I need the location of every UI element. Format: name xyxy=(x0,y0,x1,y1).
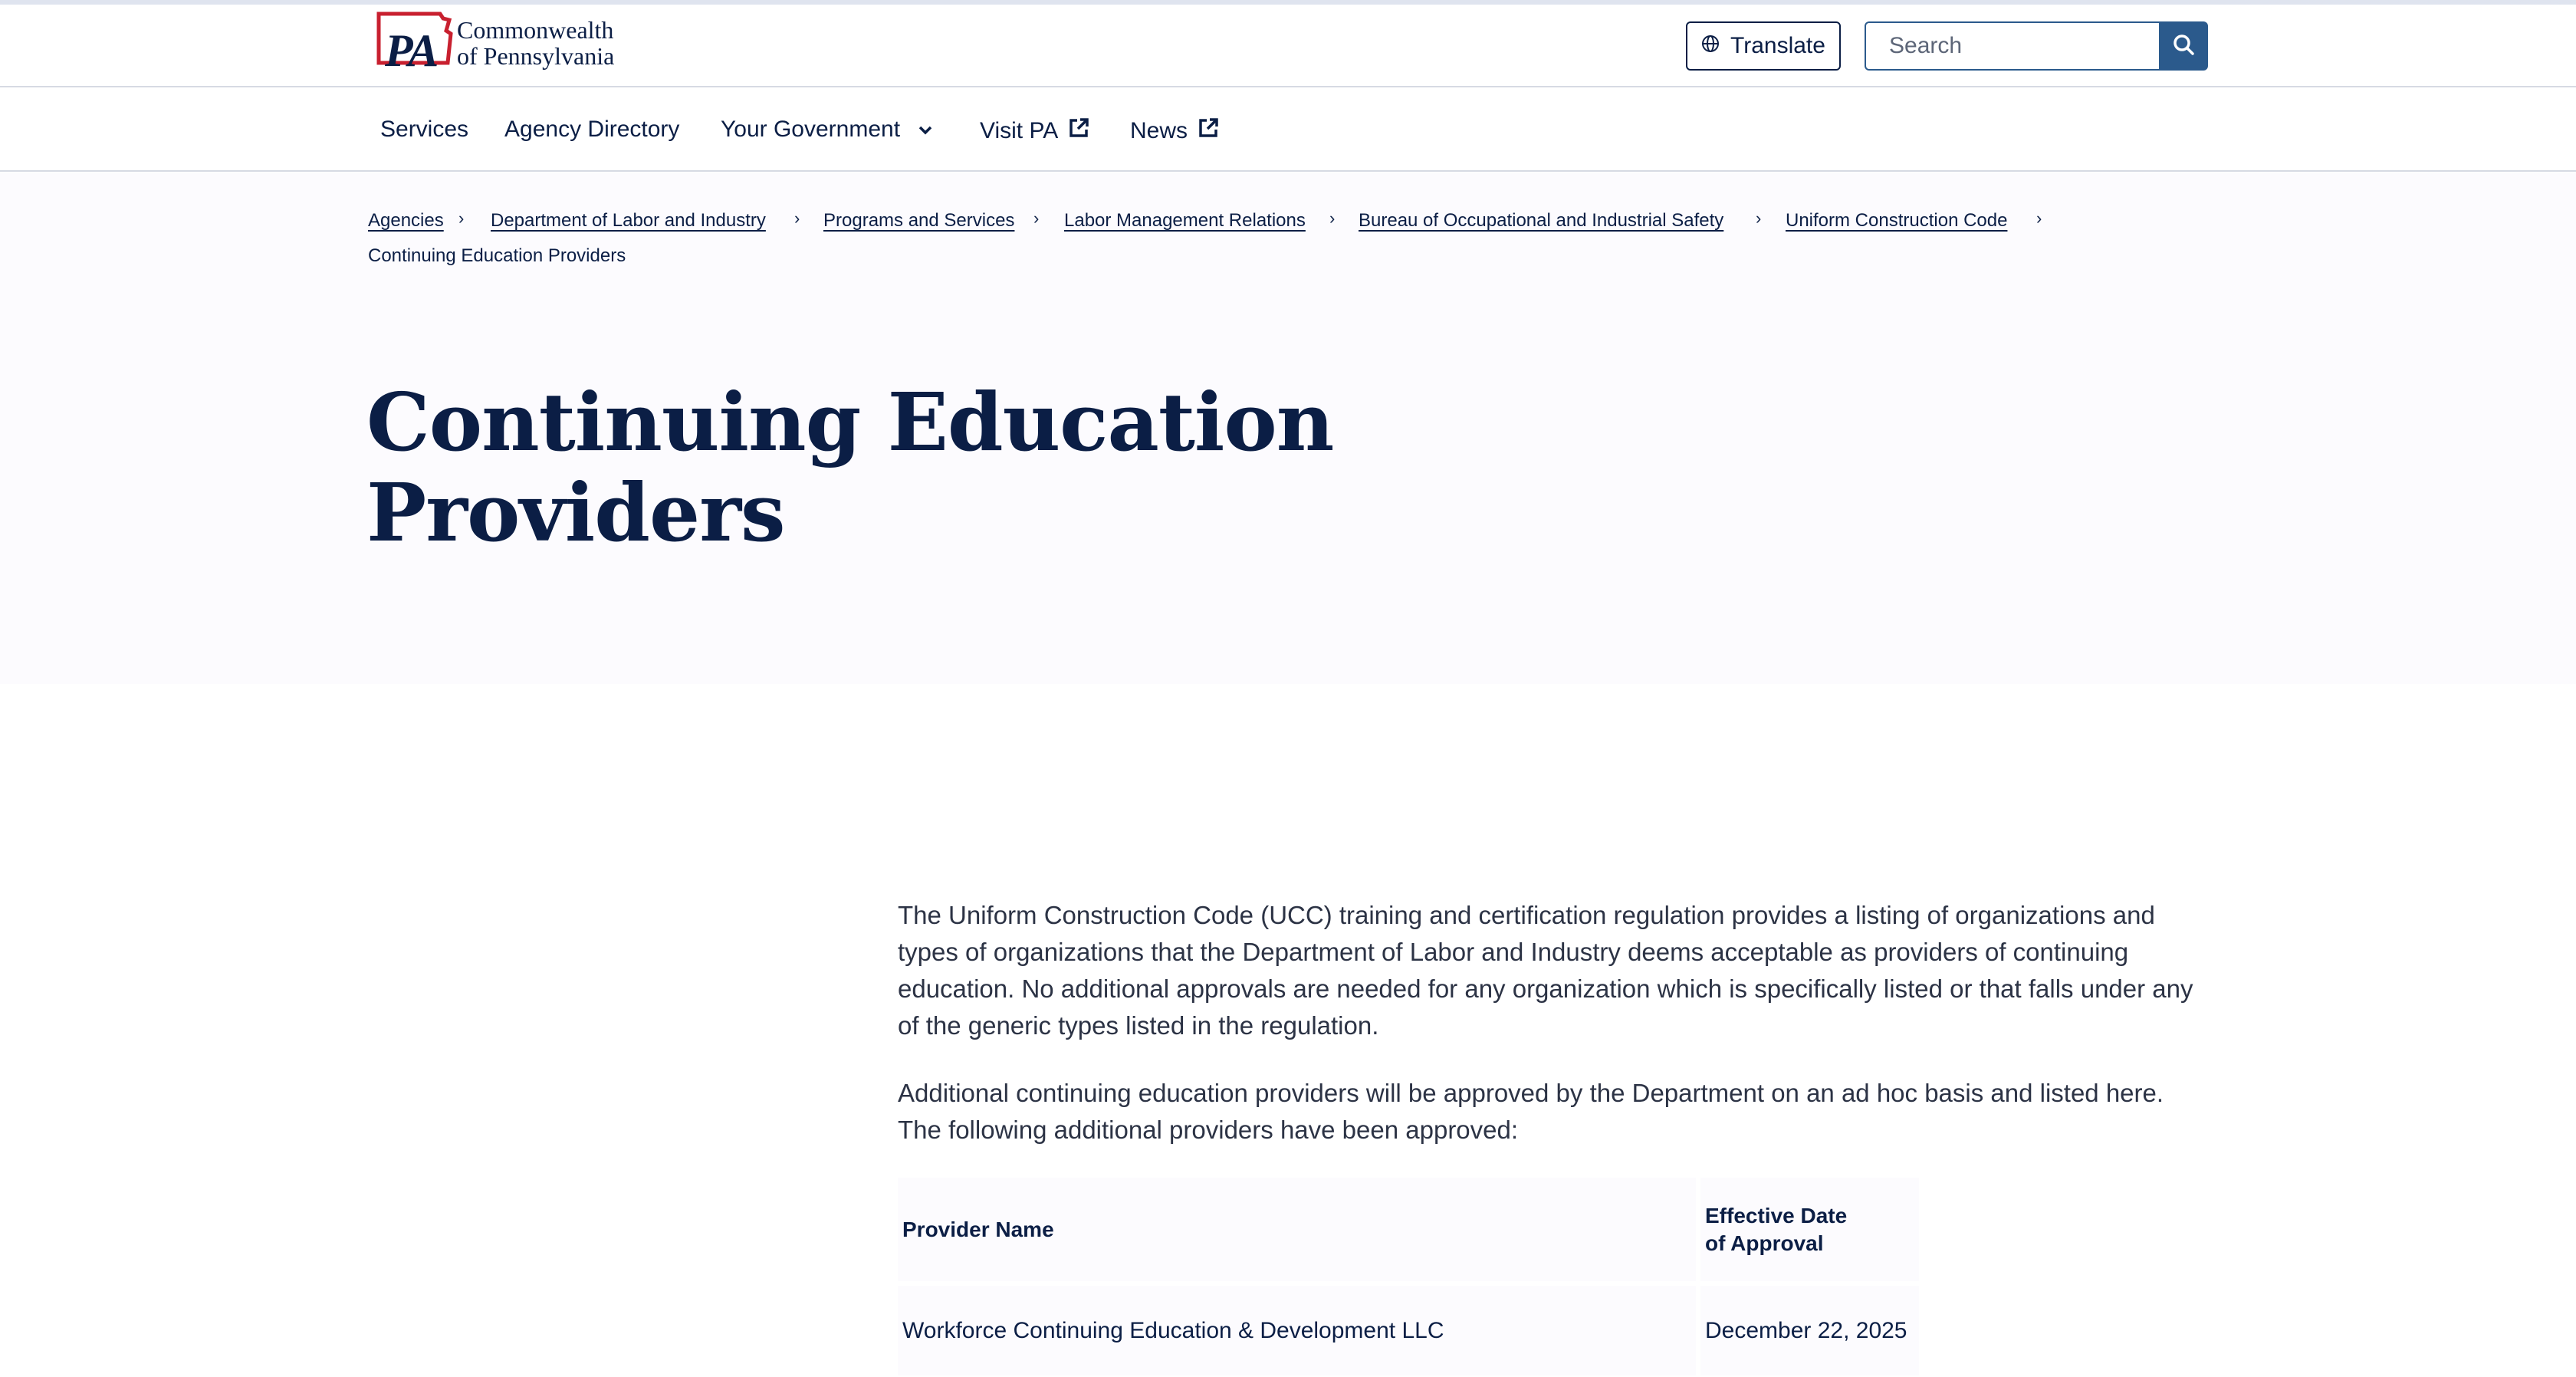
chevron-right-icon: › xyxy=(1033,209,1040,228)
nav-item-agency-directory[interactable] xyxy=(504,117,679,143)
globe-icon xyxy=(1701,33,1720,59)
breadcrumb-labor-management[interactable]: Labor Management Relations xyxy=(1064,210,1306,231)
nav-label: Your Government xyxy=(721,117,901,142)
approved-providers-paragraph: Additional continuing education providers will be approved by the Department on an ad hoc basis and listed here. The following additional providers have been approved: xyxy=(898,1079,2164,1144)
breadcrumb-current: Continuing Education Providers xyxy=(368,245,626,266)
breadcrumb-ucc[interactable]: Uniform Construction Code xyxy=(1786,210,2008,231)
chevron-right-icon: › xyxy=(1329,209,1336,228)
chevron-right-icon: › xyxy=(2036,209,2042,228)
chevron-right-icon: › xyxy=(794,209,800,228)
nav-label: Agency Directory xyxy=(504,117,680,142)
header-date-line2: of Approval xyxy=(1705,1231,1824,1255)
chevron-down-icon xyxy=(917,117,934,143)
nav-label: News xyxy=(1130,118,1188,143)
nav-item-news[interactable] xyxy=(1130,117,1220,146)
nav-item-services[interactable] xyxy=(380,117,468,143)
breadcrumb-labor-industry[interactable]: Department of Labor and Industry xyxy=(491,210,766,231)
intro-paragraph: The Uniform Construction Code (UCC) training and certification regulation provides a listing of organizations and types of organizations that the Department of Labor and Industry deems acceptable as providers of continuing education. No additional approvals are needed for any organization which is specifically listed or that falls under any of the generic types listed in the regulation. xyxy=(898,901,2193,1040)
nav-item-visit-pa[interactable] xyxy=(980,117,1090,146)
external-link-icon xyxy=(1067,117,1090,146)
breadcrumb-agencies[interactable]: Agencies xyxy=(368,210,444,231)
chevron-right-icon: › xyxy=(1756,209,1762,228)
nav-label: Services xyxy=(380,117,469,142)
chevron-right-icon: › xyxy=(458,209,465,228)
provider-name-cell: Workforce Continuing Education & Development LLC xyxy=(898,1283,1698,1375)
logo-line1: Commonwealth xyxy=(457,16,614,44)
effective-date-cell: December 22, 2025 xyxy=(1698,1283,1919,1375)
providers-table xyxy=(898,1178,1919,1375)
pa-keystone-logo-icon xyxy=(374,11,454,75)
search-button[interactable] xyxy=(2159,21,2208,71)
main-nav xyxy=(0,89,2576,172)
search-input[interactable] xyxy=(1865,21,2160,71)
logo-pa-letters: PA xyxy=(385,25,438,76)
header-provider-name: Provider Name xyxy=(898,1178,1698,1283)
nav-label: Visit PA xyxy=(980,118,1059,143)
logo-line2: of Pennsylvania xyxy=(457,42,615,70)
breadcrumb-programs-services[interactable]: Programs and Services xyxy=(823,210,1015,231)
main-content xyxy=(898,897,2201,1179)
translate-button[interactable] xyxy=(1686,21,1841,71)
pa-logo[interactable] xyxy=(374,11,614,75)
page-title xyxy=(366,377,1440,558)
external-link-icon xyxy=(1197,117,1220,146)
site-header xyxy=(0,5,2576,87)
translate-label: Translate xyxy=(1730,33,1825,58)
table-row xyxy=(898,1283,1919,1375)
nav-item-your-government[interactable] xyxy=(721,117,934,143)
breadcrumb-bureau-safety[interactable]: Bureau of Occupational and Industrial Safety xyxy=(1359,210,1724,231)
header-date-line1: Effective Date xyxy=(1705,1203,1848,1227)
logo-text xyxy=(457,17,614,69)
page-title-line1: Continuing Education xyxy=(366,375,1334,469)
header-effective-date xyxy=(1698,1178,1919,1283)
page-title-line2: Providers xyxy=(366,465,785,560)
hero-section xyxy=(0,173,2576,684)
table-header-row xyxy=(898,1178,1919,1283)
search-icon xyxy=(2171,32,2196,61)
